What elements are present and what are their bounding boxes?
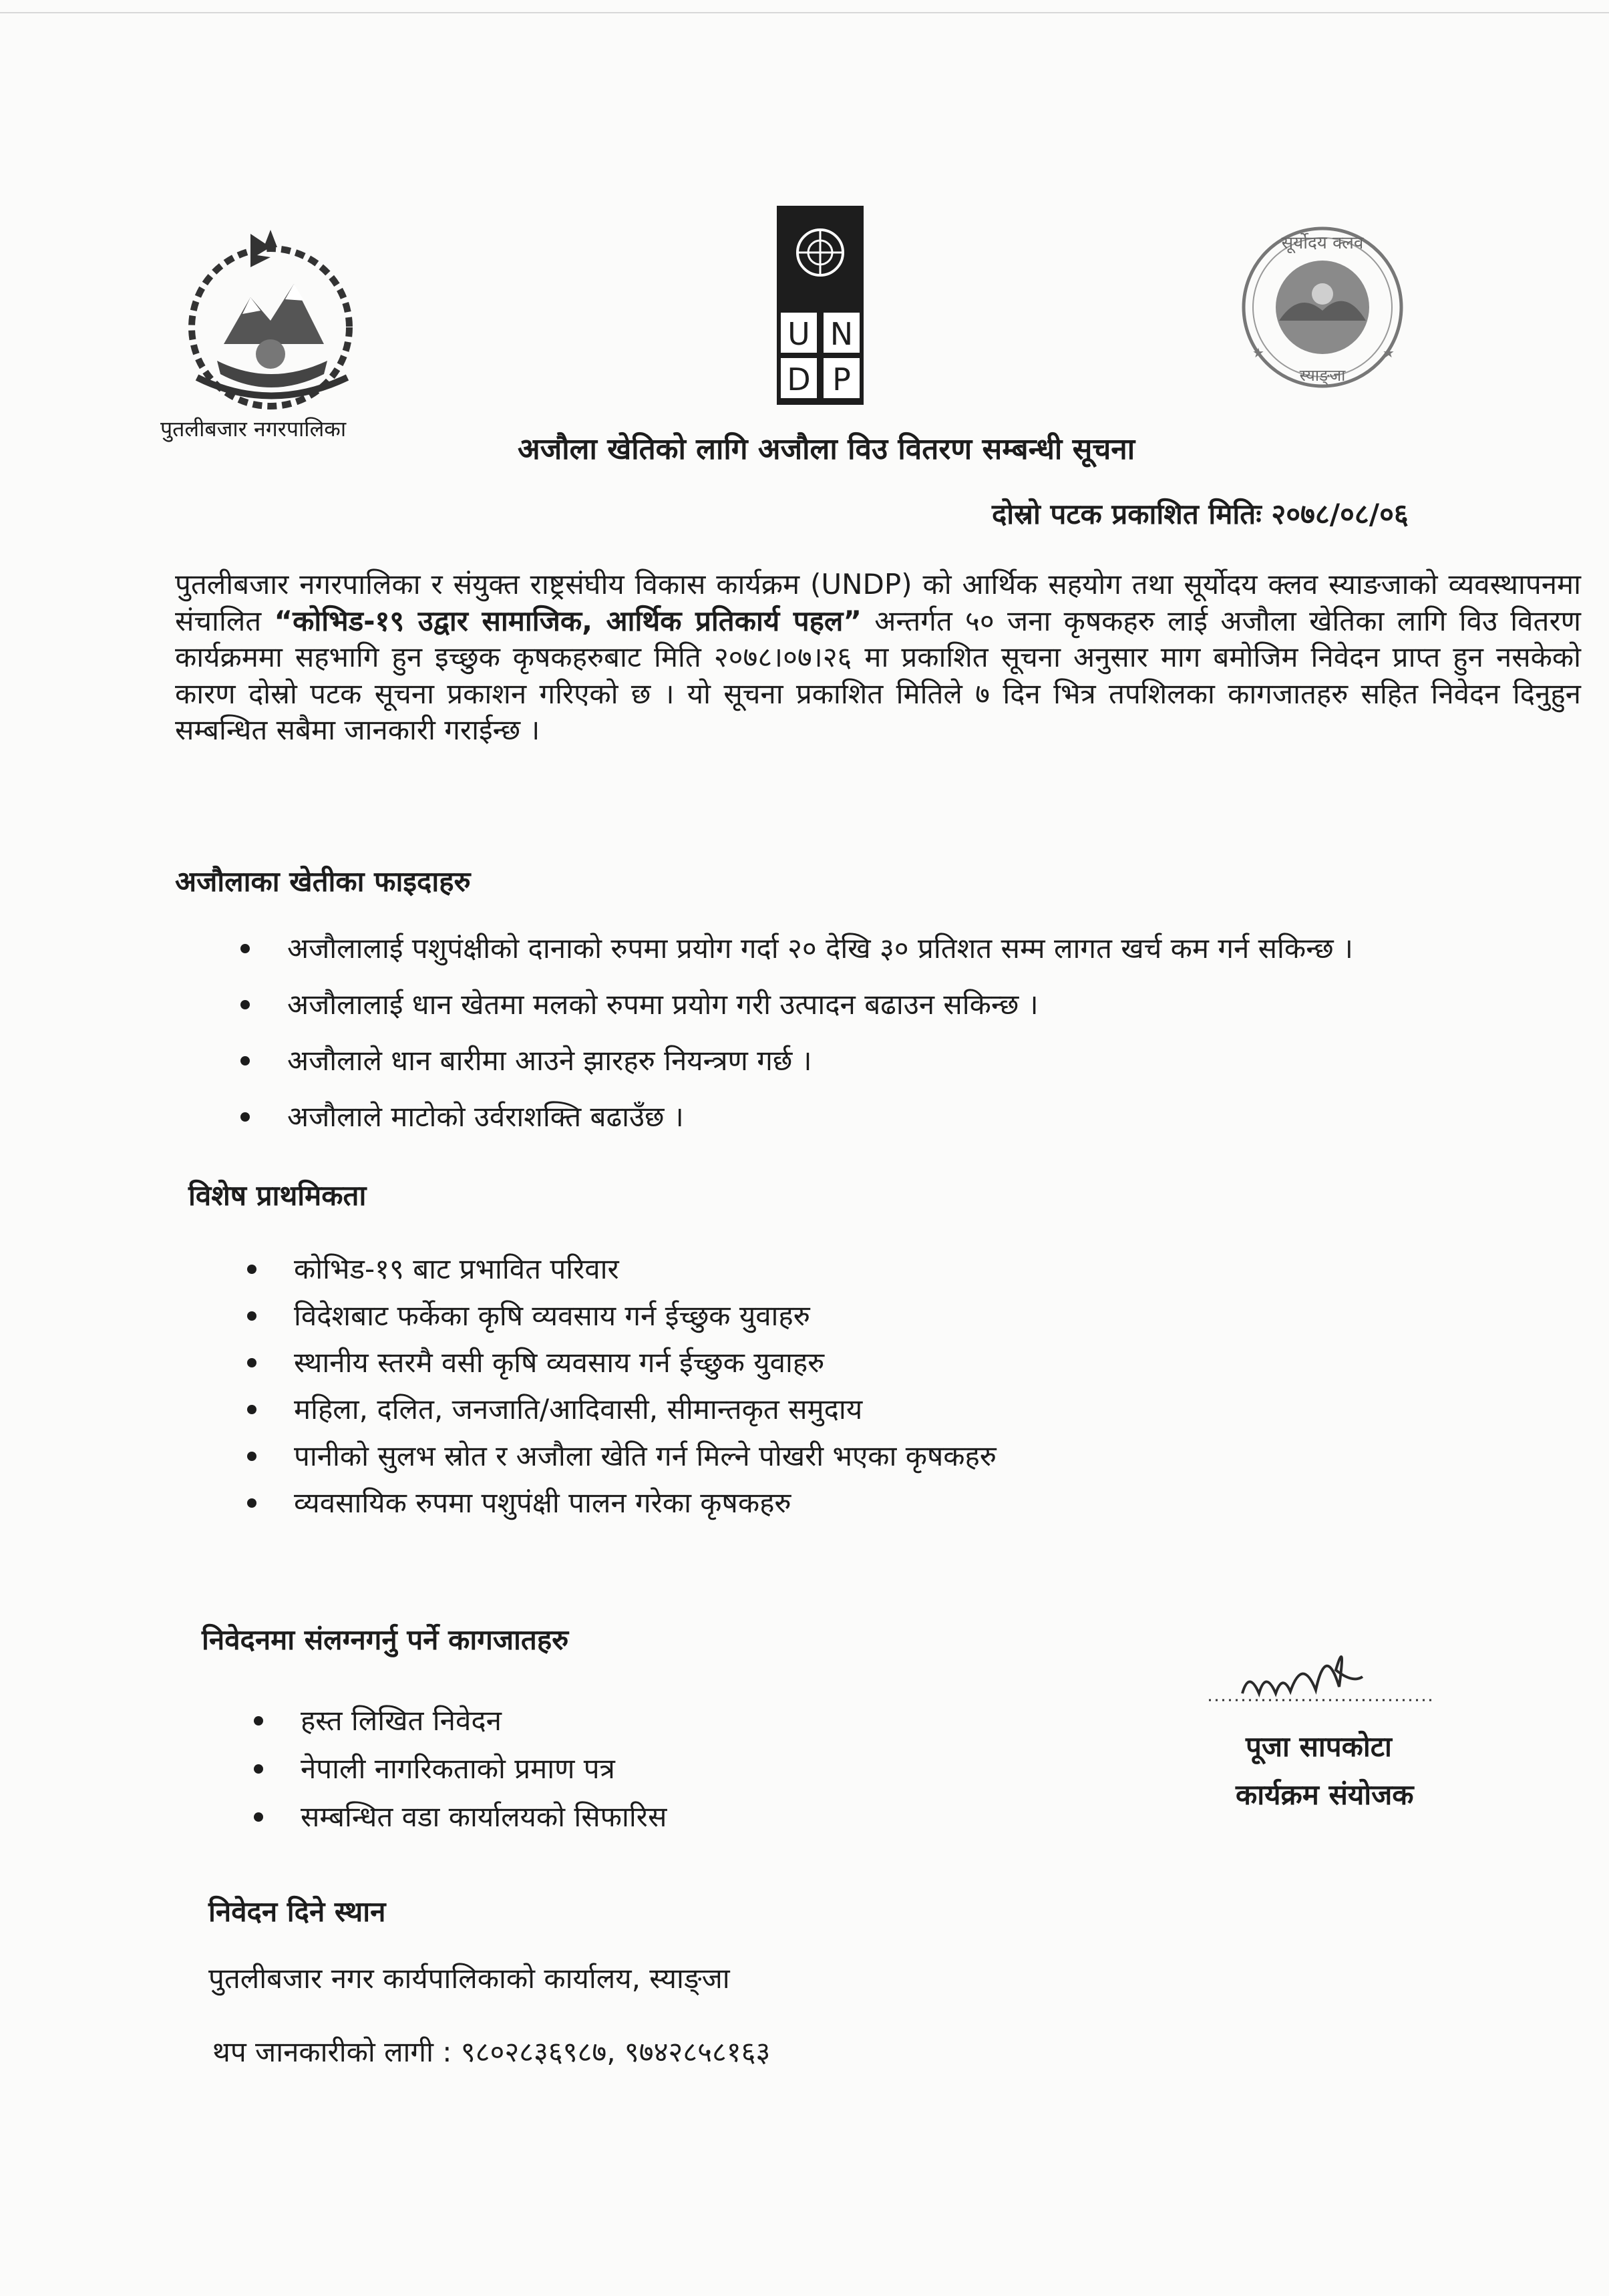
page-edge-line xyxy=(0,12,1609,13)
undp-logo xyxy=(777,206,864,405)
list-item: विदेशबाट फर्केका कृषि व्यवसाय गर्न ईच्छुक युवाहरु xyxy=(247,1293,997,1339)
nepal-emblem-icon xyxy=(170,220,371,421)
publication-date xyxy=(992,494,1409,532)
program-name: “कोभिड-१९ उद्वार सामाजिक, आर्थिक प्रतिकार्य पहल” xyxy=(274,604,862,637)
list-item: महिला, दलित, जनजाति/आदिवासी, सीमान्तकृत समुदाय xyxy=(247,1386,997,1433)
municipality-label: पुतलीबजार नगरपालिका xyxy=(160,416,347,442)
list-item: स्थानीय स्तरमै वसी कृषि व्यवसाय गर्न ईच्छुक युवाहरु xyxy=(247,1339,997,1386)
contact-numbers: ९८०२८३६९८७, ९७४२८५८१६३ xyxy=(460,2035,771,2068)
intro-text-end: अन्तर्गत ५० जना कृषकहरु लाई अजौला खेतिका लागि विउ वितरण कार्यक्रममा सहभागि हुन इच्छुक कृषकहरुबाट मिति २०७८।०७।२६ मा प्रकाशित सूचना अनुसार माग बमोजिम निवेदन प्राप्त हुन नसकेको कारण दोस्रो पटक सूचना प्रकाशन गरिएको छ । यो सूचना प्रकाशित मितिले ७ दिन भित्र तपशिलका कागजातहरु सहित निवेदन दिनुहुन सम्बन्धित सबैमा जानकारी गराईन्छ । xyxy=(175,604,1581,746)
list-item: सम्बन्धित वडा कार्यालयको सिफारिस xyxy=(254,1793,667,1841)
location-heading: निवेदन दिने स्थान xyxy=(208,1895,386,1928)
benefits-list xyxy=(240,921,1353,1145)
documents-list xyxy=(254,1697,667,1841)
list-item: हस्त लिखित निवेदन xyxy=(254,1697,667,1745)
benefits-heading: अजौलाका खेतीका फाइदाहरु xyxy=(175,865,471,898)
list-item: व्यवसायिक रुपमा पशुपंक्षी पालन गरेका कृषकहरु xyxy=(247,1480,997,1526)
priority-heading: विशेष प्राथमिकता xyxy=(188,1179,367,1212)
list-item: पानीको सुलभ स्रोत र अजौला खेति गर्न मिल्ने पोखरी भएका कृषकहरु xyxy=(247,1433,997,1480)
svg-text:★: ★ xyxy=(1383,345,1395,361)
svg-text:U: U xyxy=(787,316,810,352)
contact-label: थप जानकारीको लागी : xyxy=(212,2035,452,2068)
intro-text-start: पुतलीबजार नगरपालिका र संयुक्त राष्ट्रसंघीय विकास कार्यक्रम (UNDP) को आर्थिक सहयोग तथा सूर्योदय क्लव स्याङजाको व्यवस्थापनमा संचालित xyxy=(175,568,1581,637)
location-text: पुतलीबजार नगर कार्यपालिकाको कार्यालय, स्याङ्जा xyxy=(208,1962,730,1995)
svg-text:N: N xyxy=(830,316,854,352)
signatory-name: पूजा सापकोटा xyxy=(1246,1730,1392,1763)
publication-date-value: २०७८/०८/०६ xyxy=(1271,498,1409,530)
club-seal-icon xyxy=(1226,220,1419,394)
svg-text:P: P xyxy=(832,361,851,397)
priority-list xyxy=(247,1246,997,1526)
list-item: अजौलाले माटोको उर्वराशक्ति बढाउँछ । xyxy=(240,1089,1353,1145)
list-item: अजौलालाई धान खेतमा मलको रुपमा प्रयोग गरी उत्पादन बढाउन सकिन्छ । xyxy=(240,977,1353,1033)
signature-image xyxy=(1202,1630,1443,1717)
contact-line xyxy=(212,2032,770,2070)
list-item: नेपाली नागरिकताको प्रमाण पत्र xyxy=(254,1745,667,1793)
svg-text:सूर्योदय क्लव: सूर्योदय क्लव xyxy=(1281,233,1364,253)
documents-heading: निवेदनमा संलग्नगर्नु पर्ने कागजातहरु xyxy=(202,1623,569,1656)
list-item: अजौलालाई पशुपंक्षीको दानाको रुपमा प्रयोग गर्दा २० देखि ३० प्रतिशत सम्म लागत खर्च कम गर्न सकिन्छ । xyxy=(240,921,1353,977)
svg-text:D: D xyxy=(787,361,811,397)
notice-title: अजौला खेतिको लागि अजौला विउ वितरण सम्बन्धी सूचना xyxy=(518,432,1135,466)
list-item: कोभिड-१९ बाट प्रभावित परिवार xyxy=(247,1246,997,1293)
list-item: अजौलाले धान बारीमा आउने झारहरु नियन्त्रण गर्छ । xyxy=(240,1033,1353,1089)
signatory-role: कार्यक्रम संयोजक xyxy=(1236,1778,1414,1811)
intro-paragraph xyxy=(175,566,1581,749)
svg-text:स्याङ्जा: स्याङ्जा xyxy=(1299,366,1346,385)
publication-date-label: दोस्रो पटक प्रकाशित मितिः xyxy=(992,498,1262,530)
svg-text:★: ★ xyxy=(1252,345,1264,361)
